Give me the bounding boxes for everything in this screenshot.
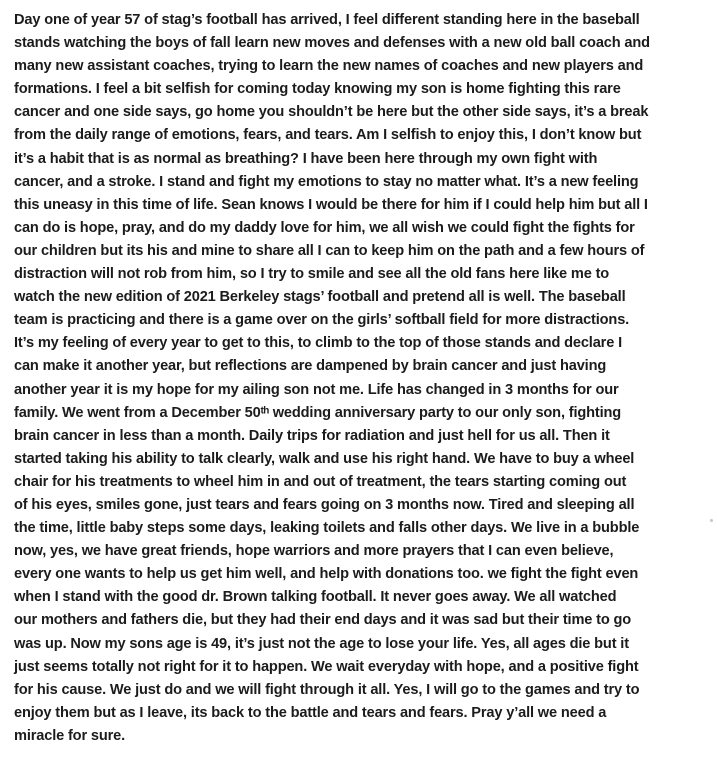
text-line: it’s a habit that is as normal as breathing? I have been here through my own fight with xyxy=(14,150,598,167)
text-line: distraction will not rob from him, so I try to smile and see all the old fans here like me to xyxy=(14,266,610,283)
text-line: just seems totally not right for it to happen. We wait everyday with hope, and a positive fight xyxy=(14,658,639,675)
text-line: Day one of year 57 of stag’s football has arrived, I feel different standing here in the baseball xyxy=(14,12,640,28)
text-line: stands watching the boys of fall learn new moves and defenses with a new old ball coach and xyxy=(14,35,650,52)
text-line: It’s my feeling of every year to get to this, to climb to the top of those stands and declare I xyxy=(14,335,622,352)
text-line: every one wants to help us get him well, and help with donations too. we fight the fight even xyxy=(14,566,639,583)
letter-body-text xyxy=(14,9,714,748)
text-line: for his cause. We just do and we will fight through it all. Yes, I will go to the games and try to xyxy=(14,681,640,698)
text-line: was up. Now my sons age is 49, it’s just not the age to lose your life. Yes, all ages die but it xyxy=(14,635,629,652)
text-line: started taking his ability to talk clearly, walk and use his right hand. We have to buy a wheel xyxy=(14,450,635,467)
text-line: can make it another year, but reflections are dampened by brain cancer and just having xyxy=(14,358,607,375)
text-line: many new assistant coaches, trying to learn the new names of coaches and new players and xyxy=(14,58,644,75)
text-line: our children but its his and mine to share all I can to keep him on the path and a few hours of xyxy=(14,242,645,259)
text-line: from the daily range of emotions, fears, and tears. Am I selfish to enjoy this, I don’t know but xyxy=(14,127,642,144)
text-line: when I stand with the good dr. Brown talking football. It never goes away. We all watched xyxy=(14,589,617,606)
text-line: now, yes, we have great friends, hope warriors and more prayers that I can even believe, xyxy=(14,543,614,560)
text-line: of his eyes, smiles gone, just tears and fears going on 3 months now. Tired and sleeping all xyxy=(14,496,635,513)
text-line: the time, little baby steps some days, leaking toilets and falls other days. We live in a bubble xyxy=(14,520,640,537)
text-line: can do is hope, pray, and do my daddy love for him, we all wish we could fight the fights for xyxy=(14,219,635,236)
scan-speck xyxy=(710,519,713,522)
text-line: watch the new edition of 2021 Berkeley stags’ football and pretend all is well. The baseball xyxy=(14,289,626,306)
text-line: team is practicing and there is a game over on the girls’ softball field for more distractions. xyxy=(14,312,630,329)
text-line: cancer, and a stroke. I stand and fight my emotions to stay no matter what. It’s a new feeling xyxy=(14,173,639,190)
text-line: formations. I feel a bit selfish for coming today knowing my son is home fighting this rare xyxy=(14,81,621,98)
text-line: family. We went from a December 50ᵗʰ wedding anniversary party to our only son, fighting xyxy=(14,404,622,421)
text-line: another year it is my hope for my ailing son not me. Life has changed in 3 months for our xyxy=(14,381,619,398)
text-line: our mothers and fathers die, but they had their end days and it was sad but their time to go xyxy=(14,612,632,629)
text-line: enjoy them but as I leave, its back to the battle and tears and fears. Pray y’all we need a xyxy=(14,704,607,721)
text-line: brain cancer in less than a month. Daily trips for radiation and just hell for us all. Then it xyxy=(14,427,610,444)
text-line: miracle for sure. xyxy=(14,727,126,744)
text-line: cancer and one side says, go home you shouldn’t be here but the other side says, it’s a break xyxy=(14,104,649,121)
text-line: chair for his treatments to wheel him in and out of treatment, the tears starting coming out xyxy=(14,473,627,490)
text-line: this uneasy in this time of life. Sean knows I would be there for him if I could help him but all I xyxy=(14,196,648,213)
